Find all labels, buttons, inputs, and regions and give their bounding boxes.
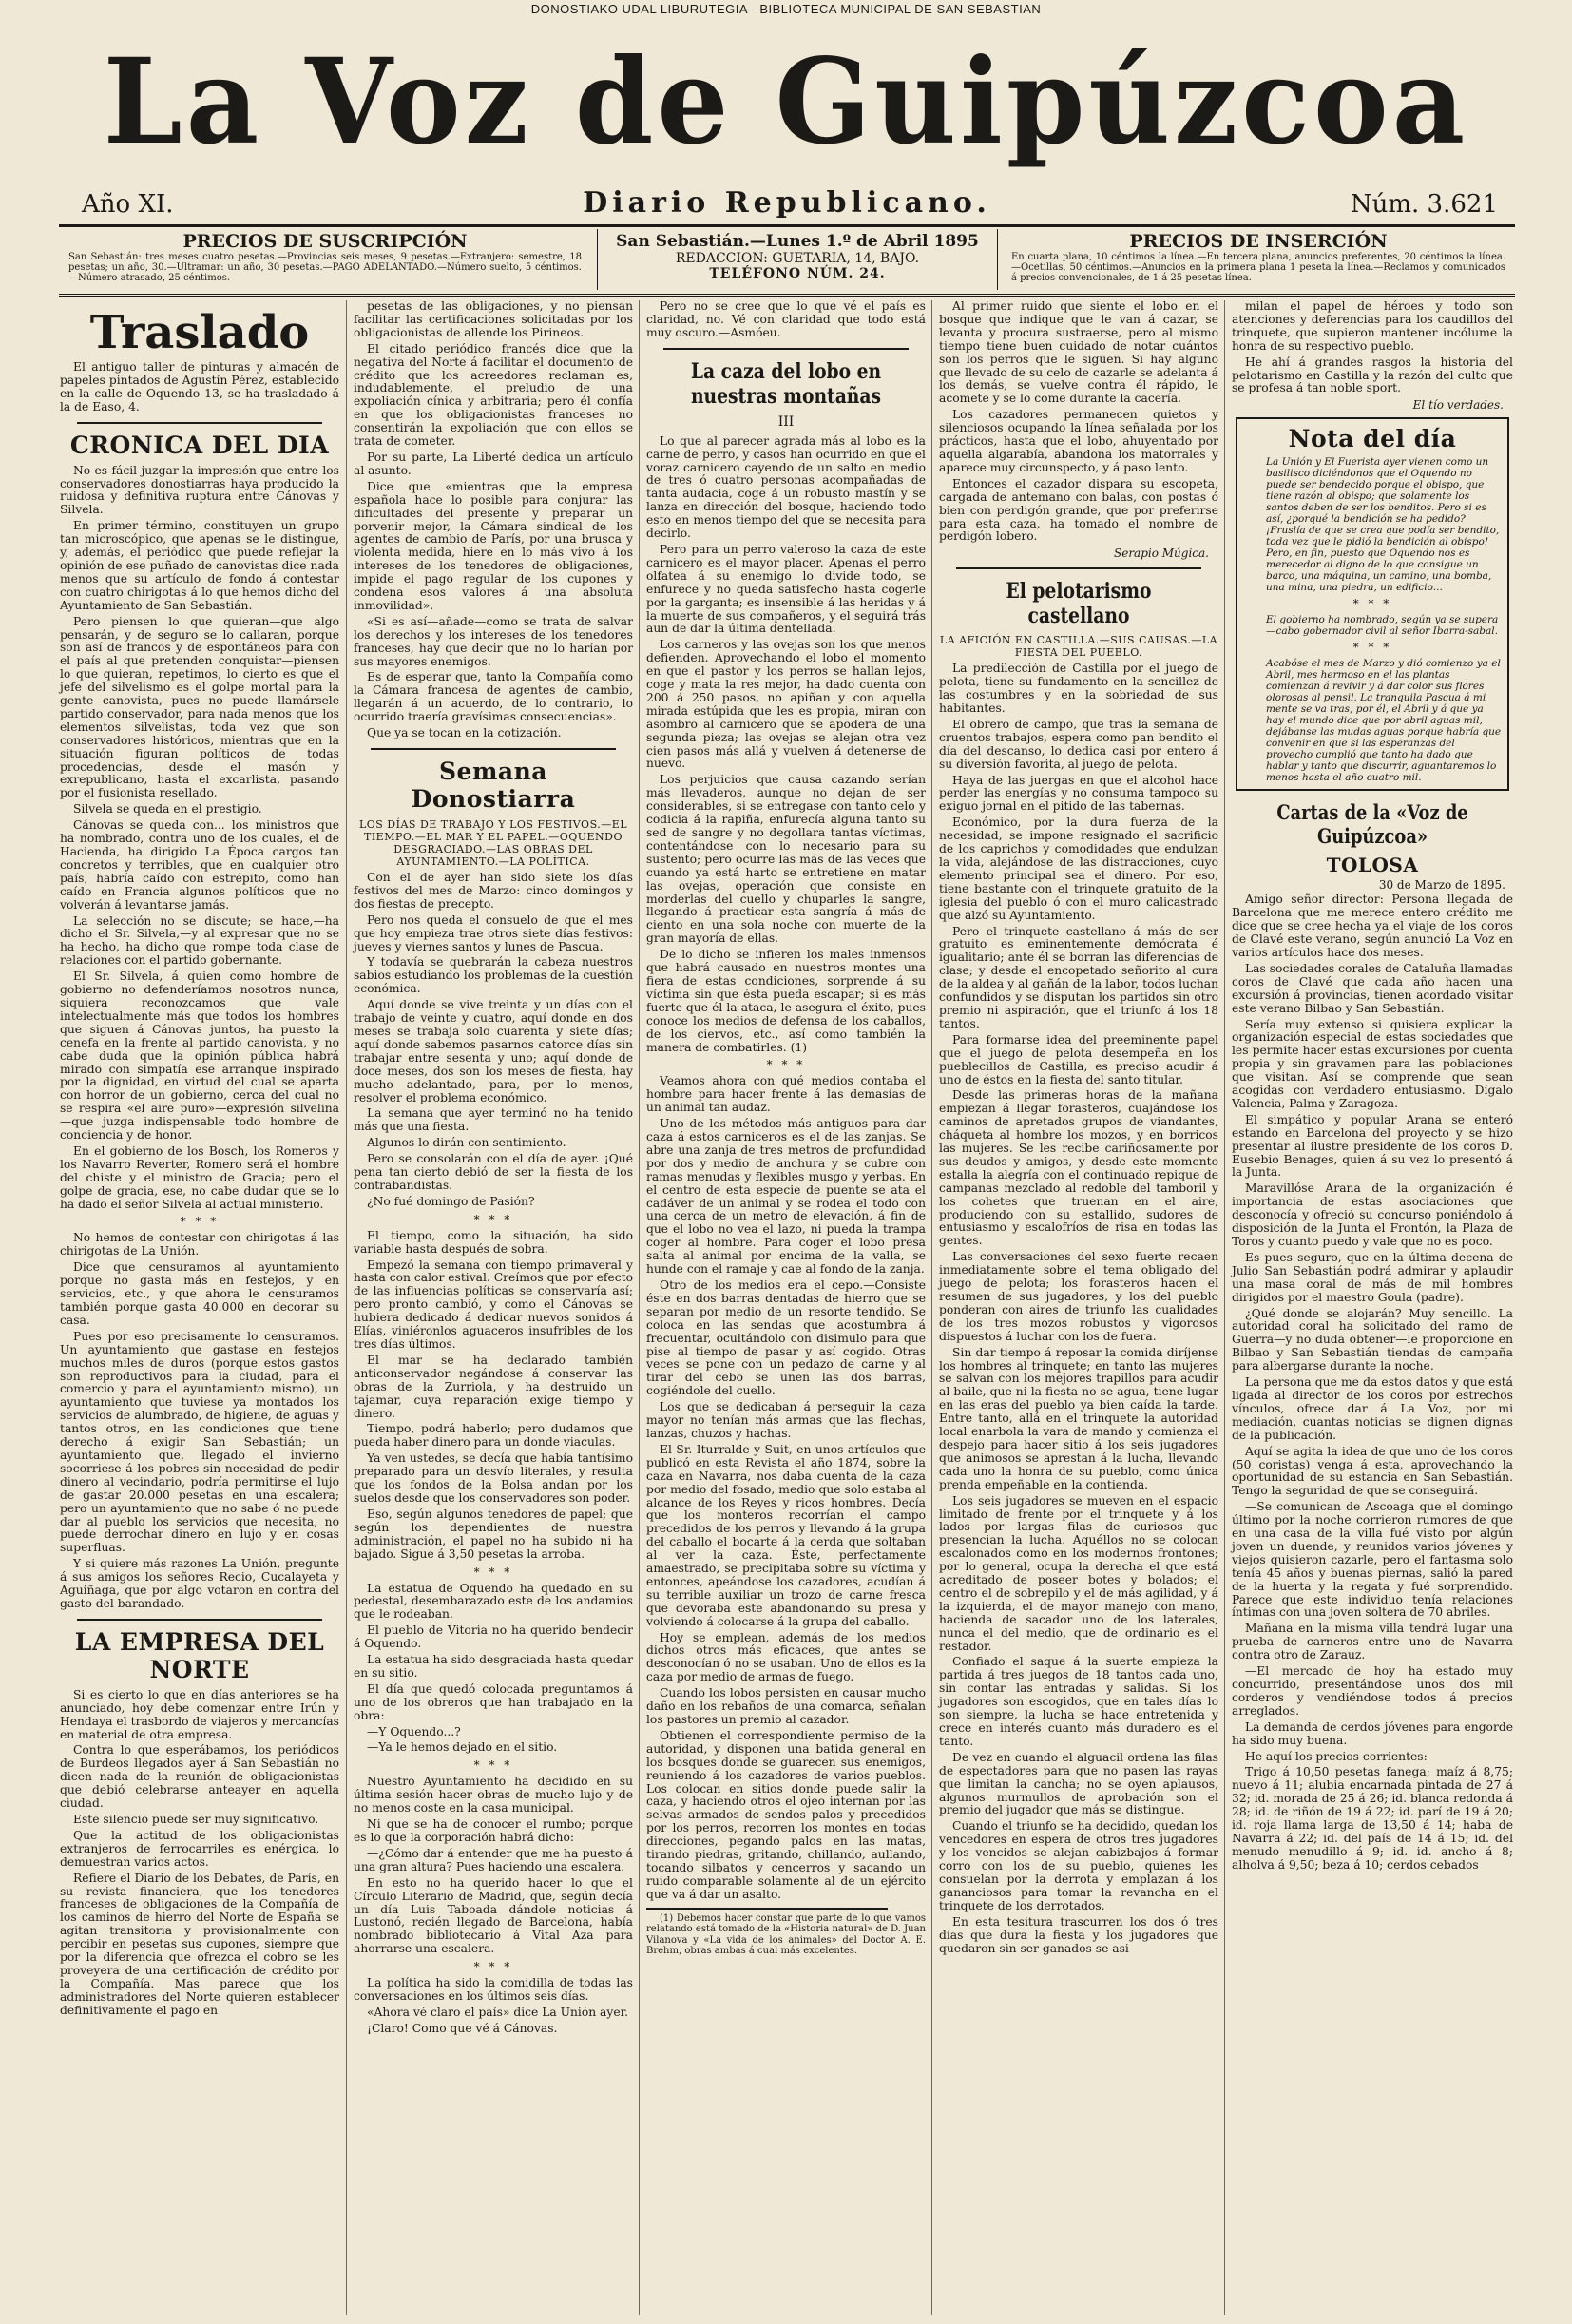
paragraph: El tiempo, como la situación, ha sido variable hasta después de sobra. <box>354 1228 633 1256</box>
paragraph: Que ya se tocan en la cotización. <box>367 726 562 740</box>
paragraph: He aquí los precios corrientes: <box>1245 1749 1428 1763</box>
paragraph: La demanda de cerdos jóvenes para engorde ha sido muy buena. <box>1232 1719 1513 1747</box>
paragraph: Pues por eso precisamente lo censuramos. Un ayuntamiento que gastase en festejos muchos miles de duros (porque estos gastos son reproductivos para la ciudad, para el comercio y para el ayuntamiento mismo), un ayuntamiento que tuviese ya montados los servicios de alumbrado, de higiene, de aguas y tantos otros, en las condiciones que tiene derecho á exigir San Sebastián; un ayuntamiento que, llegado el invierno socorriese á los pobres sin necesidad de pedir dinero al vecindario, podría permitirse el lujo de gastar 20.000 pesetas en una escalera; pero un ayuntamiento que no sabe ó no puede dar al pueblo los servicios que necesita, no puede derrochar dinero en lujo y en cosas superfluas. <box>60 1329 339 1555</box>
paragraph: Sin dar tiempo á reposar la comida diríjense los hombres al trinquete; en tanto las mujeres se salvan con los mejores trapillos para acudir al baile, que ni la fiesta no se agua, tiene lugar en las eras del pueblo ya bien caída la tarde. Entre tanto, allá en el trinquete la autoridad local enarbola la vara de mando y comienza el despejo para hacer sitio á los seis jugadores que animosos se aprestan á la lucha, llevando cada uno la honra de su pueblo, como única prenda empeñable en la contienda. <box>939 1345 1218 1491</box>
redaccion-address: REDACCION: GUETARIA, 14, BAJO. <box>675 251 920 266</box>
asterism: * * * <box>180 1215 220 1229</box>
paragraph: Este silencio puede ser muy significativo. <box>73 1813 319 1826</box>
paragraph: Los que se dedicaban á perseguir la caza mayor no tenían más armas que las flechas, lanzas, chuzos y hachas. <box>646 1400 926 1440</box>
paragraph: Hoy se emplean, además de los medios dichos otros más eficaces, que antes se desconocían ó no se usaban. Uno de ellos es la caza por medio de armas de fuego. <box>646 1630 926 1684</box>
paragraph: Que la actitud de los obligacionistas extranjeros de ferrocarriles es enérgica, lo demuestran varios actos. <box>60 1828 339 1869</box>
paragraph: milan el papel de héroes y todo son atenciones y deferencias para los caudillos del trinquete, que supieron mantener incólume la honra de su respectivo pueblo. <box>1232 300 1513 353</box>
suscripcion-box <box>59 229 591 290</box>
asterism: * * * <box>1352 641 1392 655</box>
paragraph: El mar se ha declarado también anticonservador negándose á conservar las obras de la Zurriola, y ha destruido un tajamar, cuya reparación exige tiempo y dinero. <box>354 1353 633 1420</box>
cartas-headline: Cartas de la «Voz de Guipúzcoa» <box>1276 800 1468 849</box>
verse: Acabóse el mes de Marzo y dió comienzo ya el Abril, mes hermoso en el las plantas comienzan á revivir y á dar color sus flores olorosas al pensil. La tranquila Pascua á mi mente se va tras, por él, el Abril y á que ya hay el mundo dice que por abril aguas mil, dejábanse las mudas aguas porque habría que convenir en que si las esperanzas del provecho cumplió que tanto ha dado que hablar y tanto que discurrir, aguantaremos lo menos hasta el año cuatro mil. <box>1266 658 1502 784</box>
paragraph: La política ha sido la comidilla de todas las conversaciones en los últimos seis días. <box>354 1976 633 2004</box>
paragraph: Los cazadores permanecen quietos y silenciosos ocupando la línea señalada por los prácticos, hasta que el lobo, ahuyentado por aquella algarabía, abandona los matorrales y aparece muy circunspecto, y á paso lento. <box>939 408 1218 474</box>
asterism: * * * <box>473 1212 513 1226</box>
column-4 <box>931 300 1225 2315</box>
archive-line: DONOSTIAKO UDAL LIBURUTEGIA - BIBLIOTECA MUNICIPAL DE SAN SEBASTIAN <box>530 2 1042 16</box>
paragraph: Nuestro Ayuntamiento ha decidido en su última sesión hacer obras de mucho lujo y de no menos coste en la casa municipal. <box>354 1775 633 1815</box>
column-1 <box>53 300 346 2315</box>
asterism: * * * <box>473 1960 513 1974</box>
paragraph: La persona que me da estos datos y que está ligada al director de los coros por estrechos vínculos, ofrece dar á La Voz, por mi mediación, cuantas noticias se dignen dignas de la publicación. <box>1232 1375 1513 1442</box>
paragraph: Aquí se agita la idea de que uno de los coros (50 coristas) venga á esta, aprovechando la oportunidad de su estancia en San Sebastián. Tengo la seguridad de que se conseguirá. <box>1232 1444 1513 1498</box>
paragraph: Económico, por la dura fuerza de la necesidad, se impone resignado el sacrificio de los caprichos y comodidades que endulzan la vida, alejándose de las distracciones, cuyo elemento principal sea el dinero. Por eso, tiene bastante con el trinquete gratuito de la iglesia del pueblo ó con el muro calicastrado que alzó su Ayuntamiento. <box>939 816 1218 922</box>
paragraph: Dice que censuramos al ayuntamiento porque no gasta más en festejos, y en servicios, etc., y que ahora le censuramos también porque gasta 40.000 en decorar su casa. <box>60 1260 339 1327</box>
info-bar <box>59 224 1515 297</box>
paragraph: Haya de las juergas en que el alcohol hace perder las energías y no consuma tampoco su exiguo jornal en el pitido de las tabernas. <box>939 773 1218 814</box>
paragraph: —Ya le hemos dejado en el sitio. <box>367 1740 558 1755</box>
paragraph: El día que quedó colocada preguntamos á uno de los obreros que han trabajado en la obra: <box>354 1681 633 1722</box>
paragraph: He ahí á grandes rasgos la historia del pelotarismo en Castilla y la razón del culto que se profesa á tan noble sport. <box>1232 355 1513 395</box>
paragraph: Por su parte, La Liberté dedica un artículo al asunto. <box>354 450 633 477</box>
paragraph: El citado periódico francés dice que la negativa del Norte á facilitar el documento de crédito que los acreedores reclaman es, indudablemente, el preludio de una expoliación cínica y arbitraria; pero él confía en que los obligacionistas franceses no consentirán la expoliación que con ellos se trata de cometer. <box>354 341 633 449</box>
paragraph: Silvela se queda en el prestigio. <box>73 802 262 816</box>
paragraph: Lo que al parecer agrada más al lobo es la carne de perro, y casos han ocurrido en que el voraz carnicero cayendo de un salto en medio de tres ó cuatro personas acompañadas de tanta audacia, coge á un robusto mastín y se lanza en dirección del bosque, haciendo todo esto en menos tiempo del que se necesita para decirlo. <box>646 433 926 541</box>
issue-number: Núm. 3.621 <box>1350 190 1498 219</box>
paragraph: El Sr. Iturralde y Suit, en unos artículos que publicó en esta Revista el año 1874, sobre la caza en Navarra, nos daba cuenta de la caza por medio del fosado, medio que solo estaba al alcance de los Reyes y ricos hombres. Decía que los monteros recorrían el campo precedidos de los perros y llevando á la grupa del caballo el bocarte á la cerda que soltaban al ver la caza. Éste, perfectamente amaestrado, se precipitaba sobre su víctima y entonces, apeándose los cazadores, acudían á su terrible auxiliar un trozo de carne fresca que devoraba este abandonando su presa y volviendo á colocarse á la grupa del caballo. <box>646 1442 926 1628</box>
paragraph: Contra lo que esperábamos, los periódicos de Burdeos llegados ayer á San Sebastián no dicen nada de la reunión de obligacionistas que debió celebrarse anteayer en aquella ciudad. <box>60 1743 339 1811</box>
letter-date: 30 de Marzo de 1895. <box>1378 878 1505 893</box>
paragraph: Empezó la semana con tiempo primaveral y hasta con calor estival. Creímos que por efecto de las influencias políticas se conservaría así; pero pronto cambió, y como el Cánovas se hubiera dedicado á dedicar nuevos sonidos á Elías, viniéronlos aguaceros insufribles de los tres días últimos. <box>354 1258 633 1351</box>
footnote: (1) Debemos hacer constar que parte de lo que vamos relatando está tomado de la «Historia natural» de D. Juan Vilanova y «La vida de los animales» del Doctor A. E. Brehm, obras ambas á cual más excelentes. <box>646 1912 926 1957</box>
paragraph: —El mercado de hoy ha estado muy concurrido, presentándose unos dos mil corderos y vendiéndose todos á precios arreglados. <box>1232 1664 1513 1718</box>
masthead-ribbon <box>59 186 1515 224</box>
paragraph: Los carneros y las ovejas son los que menos defienden. Aprovechando el lobo el momento en que el pastor y los perros se hallan lejos, coge y mata la res mejor, ha dado cuenta con 200 á 250 pasos, no apiñan y con aquella mirada estúpida que les es propia, miran con asombro al carnicero que se apodera de una segunda pieza; las ovejas se alejan otra vez cien pasos más allá y vuelven á detenerse de nuevo. <box>646 638 926 771</box>
paragraph: Amigo señor director: Persona llegada de Barcelona que me merece entero crédito me dice que se cree hecha ya el viaje de los coros de Clavé este verano, según anunció La Voz en varios artículos hace dos meses. <box>1232 893 1513 959</box>
column-5 <box>1224 300 1520 2315</box>
paragraph: Cánovas se queda con... los ministros que ha nombrado, contra uno de los cuales, el de Hacienda, ha dirigido La Época cargos tan concretos y terribles, que en cualquier otro país, habría caído con estrépito, como han caído en Francia algunos políticos que no volverán á levantarse jamás. <box>60 818 339 912</box>
paragraph: —Se comunican de Ascoaga que el domingo último por la noche corrieron rumores de que en una casa de la villa fué visto por algún joven un duende, y reunidos varios jóvenes y viejos quisieron cazarle, pero el fantasma solo tenía 45 años y buenas piernas, salió la pared de la huerta y la regata y fué sorprendido. Parece que este individuo tenía relaciones íntimas con una joven soltera de 70 abriles. <box>1232 1500 1513 1620</box>
paragraph: Pero se consolarán con el día de ayer. ¡Qué pena tan cierto debió de ser la fiesta de los contrabandistas. <box>354 1152 633 1192</box>
dateline: San Sebastián.—Lunes 1.º de Abril 1895 <box>616 232 979 251</box>
paragraph: Pero para un perro valeroso la caza de este carnicero es el mayor placer. Apenas el perro olfatea á su enemigo lo divide todo, se enfurece y no queda satisfecho hasta cogerle por la garganta; es insensible á las heridas y á la muerte de sus compañeros, y el seguirá trás aun de dar la última dentellada. <box>646 542 926 636</box>
cronica-headline: CRONICA DEL DIA <box>69 431 330 459</box>
asterism: * * * <box>473 1758 513 1773</box>
dateline-box <box>597 229 998 290</box>
nota-del-dia-box <box>1236 417 1509 791</box>
paragraph: ¿Qué donde se alojarán? Muy sencillo. La autoridad coral ha solicitado del ramo de Guerra—y no duda obtener—le proporcione en Bilbao y San Sebastián tiendas de campaña para albergarse durante la noche. <box>1232 1306 1513 1373</box>
paragraph: Pero nos queda el consuelo de que el mes que hoy empieza trae otros siete días festivos: jueves y viernes santos y lunes de Pascua. <box>354 912 633 953</box>
insercion-box <box>1002 229 1515 290</box>
paragraph: En esta tesitura trascurren los dos ó tres días que dura la fiesta y los jugadores que quedaron sin ser ganados se asi- <box>939 1914 1218 1955</box>
caza-headline: La caza del lobo en nuestras montañas <box>690 358 882 409</box>
paragraph: Eso, según algunos tenedores de papel; que según los dependientes de nuestra administración, el papel no ha subido ni ha bajado. Sigue á 3,50 pesetas la arroba. <box>354 1507 633 1561</box>
paragraph: Al primer ruido que siente el lobo en el bosque que indique que le van á cazar, se levanta y procura sustraerse, pero al mismo tiempo tiene buen cuidado de notar cuántos son los perros que le siguen. Si hay alguno que llevado de su celo de cazarle se adelanta á los demás, se vuelve contra él rápido, le acomete y se lo come durante la cacería. <box>939 300 1218 406</box>
paragraph: En esto no ha querido hacer lo que el Círculo Literario de Madrid, que, según decía un día Luis Taboada dándole noticias á Lustonó, recién llegado de Barcelona, había nombrado bibliotecario á Vital Aza para ahorrarse una escalera. <box>354 1875 633 1956</box>
paragraph: Las conversaciones del sexo fuerte recaen inmediatamente sobre el tema obligado del juego de pelota; los forasteros hacen el resumen de sus jugadores, y los del pueblo ponderan con aires de triunfo las cualidades de los tres mozos robustos y vigorosos dispuestos á luchar con los de fuera. <box>939 1250 1218 1343</box>
verse: La Unión y El Fuerista ayer vienen como un basilisco diciéndonos que el Oquendo no puede ser bendecido porque el obispo, que tiene razón al obispo; que solamente los santos deben de ser los benditos. Pero si es así, ¿porqué la bendición se ha pedido? ¡Fruslía de que se crea que podía ser bendito, toda vez que le pidió la bendición al obispo! Pero, en fin, puesto que Oquendo nos es merecedor al digno de lo que consigue un barco, una máquina, un camino, una bomba, una mina, una piedra, un edificio... <box>1266 456 1500 594</box>
paragraph: Cuando los lobos persisten en causar mucho daño en los rebaños de una comarca, señalan los pastores un premio al cazador. <box>646 1686 926 1726</box>
paragraph: La selección no se discute; se hace,—ha dicho el Sr. Silvela,—y al expresar que no se ha hecho, ha dicho que rompe toda clase de relaciones con el partido gobernante. <box>60 913 339 968</box>
pelota-summary: LA AFICIÓN EN CASTILLA.—SUS CAUSAS.—LA FIESTA DEL PUEBLO. <box>939 634 1218 660</box>
footnote-rule <box>646 1908 888 1910</box>
paragraph: Sería muy extenso si quisiera explicar la organización especial de estas sociedades que les permite hacer estas excursiones por cuenta propia y sin gravamen para las poblaciones que visitan. Así se comprende que sean acogidas con verdadero entusiasmo. Dígalo Valencia, Palma y Zaragoza. <box>1232 1017 1513 1110</box>
insercion-title: PRECIOS DE INSERCIÓN <box>1129 231 1388 252</box>
suscripcion-text: San Sebastián: tres meses cuatro pesetas.—Provincias seis meses, 9 pesetas.—Extranjero: semestre, 18 pesetas; un año, 30.—Ultramar: un año, 30 pesetas.—PAGO ADELANTADO.—Número suelto, 5 céntimos.—Número atrasado, 25 céntimos. <box>68 252 582 283</box>
newspaper-title: La Voz de Guipúzcoa <box>103 31 1469 171</box>
divider <box>77 1619 322 1621</box>
paragraph: —¿Cómo dar á entender que me ha puesto á una gran altura? Pues haciendo una escalera. <box>354 1846 633 1873</box>
divider <box>956 567 1201 569</box>
paragraph: Algunos lo dirán con sentimiento. <box>367 1136 566 1150</box>
paragraph: No es fácil juzgar la impresión que entre los conservadores donostiarras haya producido la ruidosa y definitiva ruptura entre Cánovas y Silvela. <box>60 463 339 517</box>
paragraph: Y todavía se quebrarán la cabeza nuestros sabios estudiando los problemas de la cuestión económica. <box>354 955 633 996</box>
paragraph: ¿No fué domingo de Pasión? <box>367 1194 535 1208</box>
telefono: TELÉFONO NÚM. 24. <box>709 266 886 281</box>
paragraph: Veamos ahora con qué medios contaba el hombre para hacer frente á las demasías de un animal tan audaz. <box>646 1074 926 1115</box>
newspaper-subtitle: Diario Republicano. <box>583 186 991 220</box>
paragraph: Obtienen el correspondiente permiso de la autoridad, y disponen una batida general en los bosques donde se guarecen sus enemigos, reuniendo á los cazadores de varios pueblos. Los colocan en sitios donde puede salir la caza, y haciendo otros el ojeo internan por las selvas armados de sendos palos y precedidos por los perros, recorren los montes en todas direcciones, pegando palos en las matas, tirando piedras, gritando, chillando, aullando, tocando silbatos y cencerros y sacando un ruido comparable solamente al de un ejército que va á dar un asalto. <box>646 1728 926 1901</box>
paragraph: Refiere el Diario de los Debates, de París, en su revista financiera, que los tenedores franceses de obligaciones de la Compañía de los caminos de hierro del Norte de España se agitan transitoria y provisionalmente con percibir en pesetas sus cupones, siempre que por la diferencia que ofrezca el cobro se les proveyera de una certificación de crédito por la Compañía. Mas parece que los administradores del Norte quieren establecer definitivamente el pago en <box>60 1871 339 2017</box>
paragraph: Uno de los métodos más antiguos para dar caza á estos carniceros es el de las zanjas. Se abre una zanja de tres metros de profundidad por dos y medio de anchura y se cubre con ramas menudas y flexibles musgo y yerbas. En el centro de esta especie de puente se ata el cadáver de un animal y se rodea el todo con una cerca de un metro de elevación, á fin de que el lobo no vea el lazo, ni pueda la trampa coger al hombre. Para coger el lobo presa salta al animal por encima de la valla, se hunde con el ramaje y cae al fondo de la zanja. <box>646 1117 926 1277</box>
divider <box>663 348 909 350</box>
paragraph: Si es cierto lo que en días anteriores se ha anunciado, hoy debe comenzar entre Irún y Hendaya el trasbordo de viajeros y mercancías en material de otra empresa. <box>60 1687 339 1741</box>
paragraph: —Y Oquendo...? <box>367 1724 461 1738</box>
paragraph: Maravillóse Arana de la organización é importancia de estas asociaciones que desconocía y ofreció su concurso poniéndolo á disposición de la Junta el Frontón, la Plaza de Toros y cuanto puedo y vale que no es poco. <box>1232 1181 1513 1248</box>
paragraph: La estatua de Oquendo ha quedado en su pedestal, desembarazado este de los andamios que le rodeaban. <box>354 1581 633 1622</box>
paragraph: Las sociedades corales de Cataluña llamadas coros de Clavé que cada año hacen una excursión á provincias, tienen acordado visitar este verano Bilbao y San Sebastián. <box>1232 961 1513 1015</box>
paragraph: Mañana en la misma villa tendrá lugar una prueba de carneros entre uno de Navarra contra otro de Zarauz. <box>1232 1622 1513 1662</box>
paragraph: En primer término, constituyen un grupo tan microscópico, que apenas se le distingue, y, además, el periódico que puede reflejar la opinión de ese puñado de canovistas dice nada menos que su artículo de fondo á contestar con cuatro chirigotas á lo que hemos dicho del Ayuntamiento de San Sebastián. <box>60 519 339 612</box>
traslado-headline: Traslado <box>89 306 310 359</box>
paragraph: Desde las primeras horas de la mañana empiezan á llegar forasteros, cuajándose los caminos de apretados grupos de viandantes, cháqueta al hombre los mozos, y en borricos las mujeres. Se les recibe cariñosamente por sus deudos y amigos, y desde este momento estalla la alegría con el continuado repique de campanas mezclado al redoble del tamboril y los cohetes que truenan en el aire, produciendo con su estallido, sudores de entusiasmo y escalofríos de risa en todas las gentes. <box>939 1088 1218 1248</box>
paragraph: Ni que se ha de conocer el rumbo; porque es lo que la corporación habrá dicho: <box>354 1817 633 1844</box>
suscripcion-title: PRECIOS DE SUSCRIPCIÓN <box>182 231 468 252</box>
paragraph: Trigo á 10,50 pesetas fanega; maíz á 8,75; nuevo á 11; alubia encarnada pintada de 27 á 32; id. morada de 25 á 26; id. blanca redonda á 28; id. de riñón de 19 á 22; id. parí de 19 á 20; id. roja llama larga de 13,50 á 14; haba de Navarra á 22; id. del país de 14 á 15; id. del menudo menudillo á 9; id. id. ancho á 8; alholva á 9,50; beza á 10; cerdos cebados <box>1232 1765 1513 1872</box>
paragraph: Pero el trinquete castellano á más de ser gratuito es eminentemente demócrata é igualitario; ante él se borran las diferencias de clase; y desde el encopetado señorito al cura de la aldea y al gañán de la labor, todos luchan confundidos y se disputan los partidos sin otro premio ni aspiración, que el triunfo á los 18 tantos. <box>939 924 1218 1030</box>
paragraph: Aquí donde se vive treinta y un días con el trabajo de veinte y cuatro, aquí donde en dos meses se trabaja solo cuarenta y siete días; aquí donde sabemos pasarnos catorce días sin trabajar entre sesenta y uno; aquí donde de doce meses, dos son los meses de fiesta, hay mucho adelantado, para, por lo menos, resolver el problema económico. <box>354 998 633 1104</box>
empresa-headline: LA EMPRESA DEL NORTE <box>74 1627 325 1683</box>
insercion-text: En cuarta plana, 10 céntimos la línea.—En tercera plana, anuncios preferentes, 20 céntimos la línea.—Ocetillas, 50 céntimos.—Anuncios en la primera plana 1 peseta la línea.—Reclamos y comunicados á precios convencionales, de 1 á 25 pesetas línea. <box>1011 252 1505 283</box>
paragraph: Otro de los medios era el cepo.—Consiste éste en dos barras dentadas de hierro que se separan por medio de un resorte tendido. Se coloca en las sendas que acostumbra á frecuentar, ocultándolo con disimulo para que pise al tiempo de pasar y así cogido. Otras veces se pone con un pedazo de carne y al tirar del cebo se unen las dos barras, cogiéndole del cuello. <box>646 1278 926 1398</box>
paragraph: Los seis jugadores se mueven en el espacio limitado de frente por el trinquete y á los lados por largas filas de curiosos que presencian la lucha. Aquéllos no se colocan escalonados como en los modernos frontones; por lo general, ocupa la derecha el que está acreditado de poseer botes y bolados; el centro el de sobrepilo y el de más agilidad, y á la izquierda, el de mayor manejo con mano, hacienda de sacador uno de los laterales, nunca el del medio, que de ordinario es el restador. <box>939 1493 1218 1653</box>
paragraph: El simpático y popular Arana se enteró estando en Barcelona del proyecto y se hizo presentar al ilustre presidente de los coros D. Eusebio Benages, quien á su vez lo presentó á la Junta. <box>1232 1112 1513 1180</box>
masthead <box>57 21 1515 182</box>
paragraph: Pero no se cree que lo que vé el país es claridad, no. Vé con claridad que todo está muy oscuro.—Asmóeu. <box>646 300 926 339</box>
paragraph: Pero piensen lo que quieran—que algo pensarán, y de seguro se lo callaran, porque son así de francos y de espontáneos para con el país al que pretenden conquistar—piensen lo que quieran, repetimos, lo cierto es que el jefe del silvelismo es el golpe mortal para la gente canovista, pues no puede llamársele partido conservador, para nada menos que los elementos silvelistas, toda vez que son conservadores históricos, mientras que en la situación figuran políticos de todas procedencias, desde el masón y exrepublicano, hasta el excarlista, pasando por el fusionista resellado. <box>60 614 339 800</box>
paragraph: Es pues seguro, que en la última decena de Julio San Sebastián podrá admirar y aplaudir una masa coral de más de mil hombres dirigidos por el maestro Goula (padre). <box>1232 1250 1513 1304</box>
paragraph: «Si es así—añade—como se trata de salvar los derechos y los intereses de los tenedores franceses, hay que decir que no lo harían por sus mayores enemigos. <box>354 614 633 668</box>
paragraph: El obrero de campo, que tras la semana de cruentos trabajos, espera como pan bendito el día del descanso, lo dedica casi por entero á su diversión favorita, al juego de pelota. <box>939 717 1218 771</box>
paragraph: Cuando el triunfo se ha decidido, quedan los vencedores en espera de otros tres jugadores y los vencidos se alejan cabizbajos á formar corro con los de su pueblo, quienes les consuelan por la derrota y emplazan á los gananciosos para tomar la revancha en el trinquete de los derrotados. <box>939 1819 1218 1912</box>
paragraph: Para formarse idea del preeminente papel que el juego de pelota desempeña en los pueblecillos de Castilla, es preciso acudir á uno de éstos en la fiesta del santo titular. <box>939 1032 1218 1086</box>
traslado-text: El antiguo taller de pinturas y almacén de papeles pintados de Agustín Pérez, establecido en la calle de Oquendo 13, se ha trasladado á la de Easo, 4. <box>60 360 339 413</box>
paragraph: De lo dicho se infieren los males inmensos que habrá causado en nuestros montes una fiera de estas condiciones, sorprende á su víctima sin que ésta pueda escapar; si es más fuerte que él la ataca, le asegura el éxito, pues conoce los medios de defensa de los caballos, de los ciervos, etc., así como también la manera de combatirles. (1) <box>646 948 926 1054</box>
divider <box>77 422 322 424</box>
column-2 <box>346 300 640 2315</box>
columns <box>53 300 1519 2315</box>
author-signature: Serapio Múgica. <box>1114 547 1209 561</box>
paragraph: Dice que «mientras que la empresa española hace lo posible para conjurar las dificultades del presente y preparar un porvenir mejor, la Cámara sindical de los agentes de cambio de París, por una brusca y violenta medida, hiere en lo más vivo á los intereses de los tenedores de obligaciones, impide el pago regular de los cupones y condena esos valores á una absoluta inmovilidad». <box>354 479 633 612</box>
column-3 <box>639 300 932 2315</box>
paragraph: El Sr. Silvela, á quien como hombre de gobierno no defenderíamos nosotros nunca, siquiera reconozcamos que vale intelectualmente más que todos los hombres que siguen á Cánovas juntos, ha puesto la cenefa en la frente al partido canovista, y no cabe duda que la opinión pública habrá mirado con simpatía ese arranque inspirado por la dignidad, en virtud del cual se aparta con horror de un gobierno, cerca del cual no se respira «el aire puro»—expresión silvelina—que juzga indispensable todo hombre de conciencia y de honor. <box>60 970 339 1143</box>
asterism: * * * <box>766 1058 806 1072</box>
paragraph: Tiempo, podrá haberlo; pero dudamos que pueda haber dinero para un donde viaculas. <box>354 1422 633 1450</box>
divider <box>371 748 616 750</box>
asterism: * * * <box>1352 597 1392 611</box>
paragraph: Con el de ayer han sido siete los días festivos del mes de Marzo: cinco domingos y dos fiestas de precepto. <box>354 871 633 911</box>
pelota-headline: El pelotarismo castellano <box>1006 579 1152 629</box>
semana-summary: LOS DÍAS DE TRABAJO Y LOS FESTIVOS.—EL TIEMPO.—EL MAR Y EL PAPEL.—OQUENDO DESGRACIADO.—LAS OBRAS DEL AYUNTAMIENTO.—LA POLÍTICA. <box>358 818 628 868</box>
author-signature: El tío verdades. <box>1412 398 1504 413</box>
asterism: * * * <box>473 1565 513 1579</box>
paragraph: «Ahora vé claro el país» dice La Unión ayer. <box>367 2005 629 2019</box>
paragraph: Confiado el saque á la suerte empieza la partida á tres juegos de 18 tantos cada uno, sin contar las entradas y salidas. Si los jugadores son escogidos, que en tales días lo son siempre, la lucha se hace entretenida y crece en interés cuanto más duradero es el tanto. <box>939 1655 1218 1748</box>
semana-headline: Semana Donostiarra <box>411 758 576 813</box>
paragraph: La semana que ayer terminó no ha tenido más que una fiesta. <box>354 1106 633 1134</box>
paragraph: La predilección de Castilla por el juego de pelota, tiene su fundamento en la sencillez de las costumbres y en la sobriedad de sus habitantes. <box>939 662 1218 716</box>
paragraph: Ya ven ustedes, se decía que había tantísimo preparado para un desvío literales, y resulta que los fondos de la Bolsa andan por los suelos desde que los conservadores son poder. <box>354 1451 633 1505</box>
paragraph: En el gobierno de los Bosch, los Romeros y los Navarro Reverter, Romero será el hombre del chiste y el ministro de Gracia; pero el golpe de gracia, ese, no cabe dudar que se lo ha dado el señor Silvela al actual ministerio. <box>60 1143 339 1211</box>
paragraph: La estatua ha sido desgraciada hasta quedar en su sitio. <box>354 1653 633 1680</box>
paragraph: No hemos de contestar con chirigotas á las chirigotas de La Unión. <box>60 1231 339 1258</box>
paragraph: De vez en cuando el alguacil ordena las filas de espectadores para que no pasen las rayas que limitan la cancha; no se oyen aplausos, algunos murmullos de aprobación son el premio del jugador que más se distingue. <box>939 1750 1218 1817</box>
paragraph: Y si quiere más razones La Unión, pregunte á sus amigos los señores Recio, Cucalayeta y Aguiñaga, que por algo votaron en contra del gasto del barandado. <box>60 1557 339 1610</box>
caza-part-number: III <box>777 413 795 430</box>
paragraph: Los perjuicios que causa cazando serían más llevaderos, aunque no dejan de ser considerables, si se entregase con tanto celo y codicia á la rapiña, enfurecía alguna tanto su sed de sangre y no degollara tantas víctimas, contentándose con lo necesario para su sustento; pero ocurre las más de las veces que cuando ya está harto se entretiene en matar las ovejas, operación que consiste en morderlas del cuello y chuparles la sangre, llegando á practicar esta sangría á más de ciento en una sola noche con muerte de la gran mayoría de ellas. <box>646 773 926 946</box>
year-label: Año XI. <box>82 190 174 219</box>
tolosa-headline: TOLOSA <box>1326 854 1419 877</box>
nota-headline: Nota del día <box>1288 425 1457 453</box>
paragraph: Entonces el cazador dispara su escopeta, cargada de antemano con balas, con postas ó bien con perdigón grande, que por preferirse para esta caza, ha tomado el nombre de perdigón lobero. <box>939 476 1218 544</box>
verse: El gobierno ha nombrado, según ya se supera—cabo gobernador civil al señor Ibarra-sabal. <box>1266 614 1499 638</box>
paragraph: pesetas de las obligaciones, y no piensan facilitar las certificaciones solicitadas por los obligacionistas de allende los Pirineos. <box>354 300 633 339</box>
paragraph: El pueblo de Vitoria no ha querido bendecir á Oquendo. <box>354 1623 633 1651</box>
paragraph: Es de esperar que, tanto la Compañía como la Cámara francesa de agentes de cambio, llegarán á un acuerdo, de lo contrario, lo ocurrido traería gravísimas consecuencias». <box>354 670 633 724</box>
paragraph: ¡Claro! Como que vé á Cánovas. <box>367 2021 558 2035</box>
